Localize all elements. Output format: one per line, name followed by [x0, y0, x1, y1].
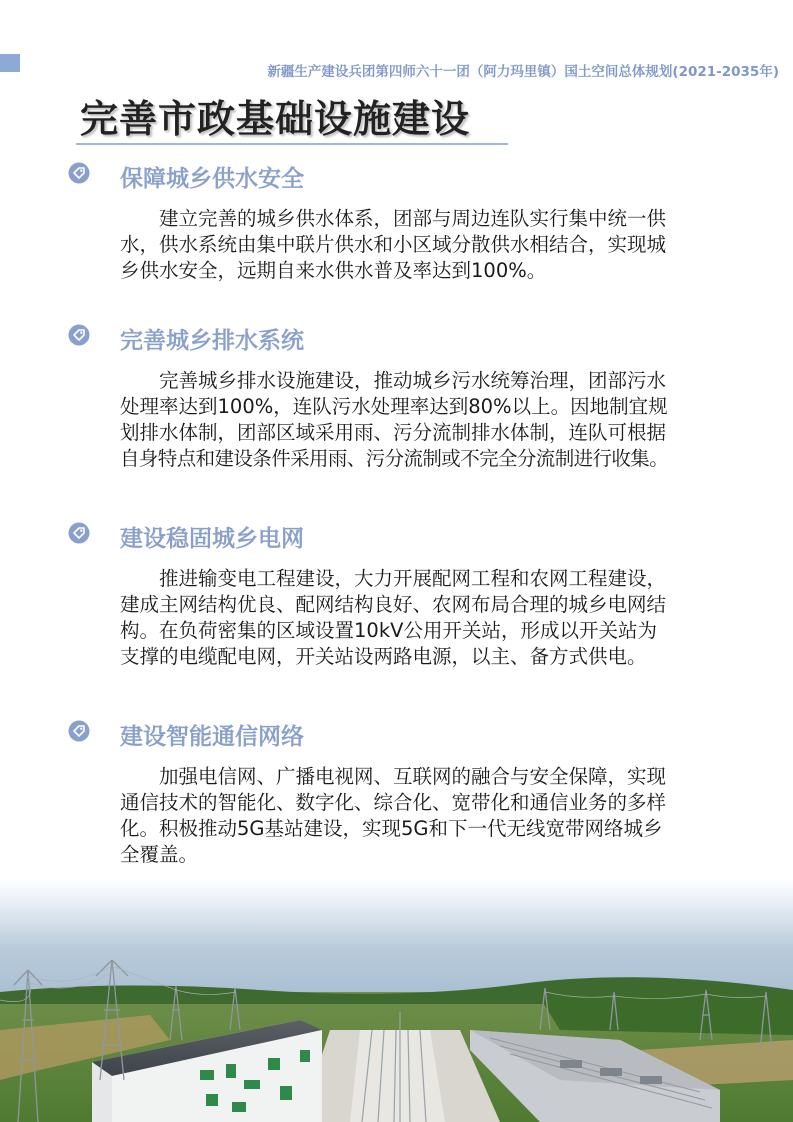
- page-title: 完善市政基础设施建设: [80, 97, 471, 141]
- corner-marker: [0, 54, 20, 72]
- body-line: 划排水体制，团部区域采用雨、污分流制排水体制，连队可根据: [120, 421, 667, 444]
- body-line: 乡供水安全，远期自来水供水普及率达到100%。: [120, 259, 547, 282]
- section-body: [68, 764, 728, 868]
- section-title: 建设稳固城乡电网: [120, 526, 304, 552]
- body-line: 自身特点和建设条件采用雨、污分流制或不完全分流制进行收集。: [120, 447, 669, 470]
- body-line: 全覆盖。: [120, 843, 199, 866]
- tag-icon: [68, 522, 90, 544]
- section-body: [68, 566, 728, 670]
- section-body: [68, 368, 728, 472]
- body-line: 处理率达到100%，连队污水处理率达到80%以上。因地制宜规: [120, 395, 668, 418]
- section-title: 完善城乡排水系统: [120, 328, 304, 354]
- section-communication-network: [68, 718, 728, 868]
- tag-icon: [68, 162, 90, 184]
- body-line: 水，供水系统由集中联片供水和小区域分散供水相结合，实现城: [120, 233, 667, 256]
- body-line: 化。积极推动5G基站建设，实现5G和下一代无线宽带网络城乡: [120, 817, 663, 840]
- body-line: 加强电信网、广播电视网、互联网的融合与安全保障，实现: [159, 765, 667, 788]
- body-line: 建立完善的城乡供水体系，团部与周边连队实行集中统一供: [159, 207, 667, 230]
- section-body: [68, 206, 728, 284]
- section-water-supply: [68, 160, 728, 284]
- body-line: 推进输变电工程建设，大力开展配网工程和农网工程建设，: [159, 567, 667, 590]
- body-line: 构。在负荷密集的区域设置10kV公用开关站，形成以开关站为: [120, 619, 657, 642]
- document-header-title: 新疆生产建设兵团第四师六十一团（阿力玛里镇）国土空间总体规划(2021-2035年): [267, 64, 779, 80]
- tag-icon: [68, 324, 90, 346]
- section-drainage: [68, 322, 728, 472]
- section-power-grid: [68, 520, 728, 670]
- body-line: 支撑的电缆配电网，开关站设两路电源，以主、备方式供电。: [120, 645, 647, 668]
- section-title: 建设智能通信网络: [120, 724, 304, 750]
- substation-photo: [0, 880, 793, 1122]
- title-underline: [76, 143, 508, 145]
- body-line: 完善城乡排水设施建设，推动城乡污水统筹治理，团部污水: [159, 369, 667, 392]
- substation-photo-illustration: [0, 880, 793, 1122]
- body-line: 建成主网结构优良、配网结构良好、农网布局合理的城乡电网结: [120, 593, 667, 616]
- section-title: 保障城乡供水安全: [120, 166, 304, 192]
- body-line: 通信技术的智能化、数字化、综合化、宽带化和通信业务的多样: [120, 791, 667, 814]
- tag-icon: [68, 720, 90, 742]
